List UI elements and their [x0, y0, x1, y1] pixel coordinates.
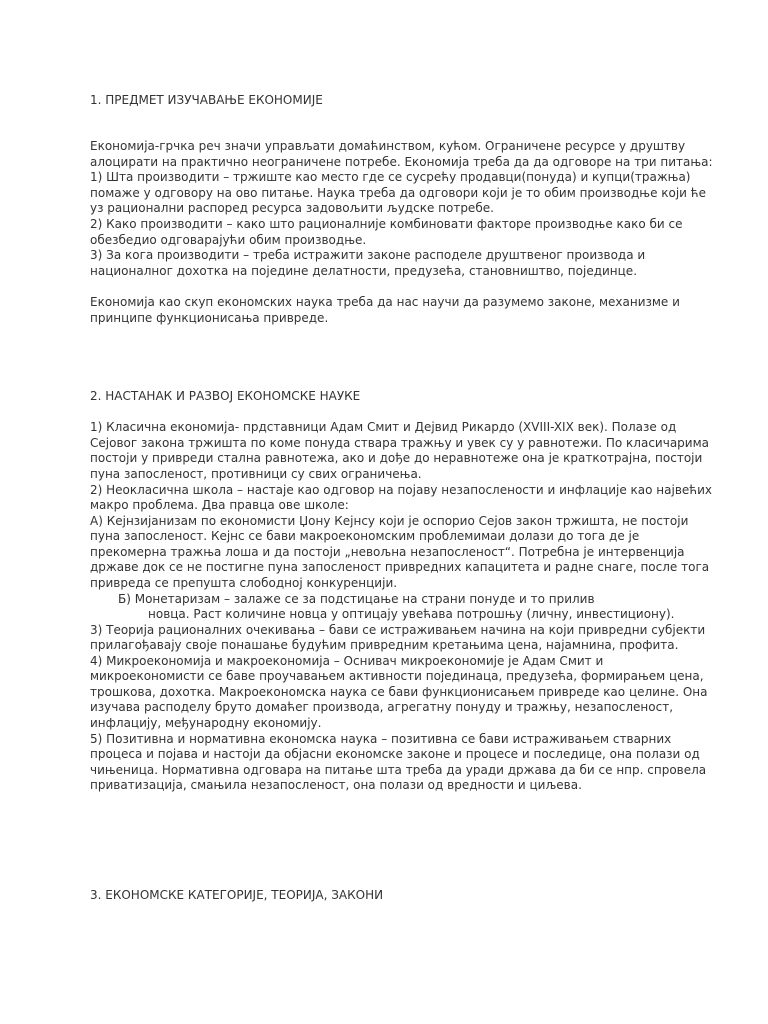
section-2-heading: 2. НАСТАНАК И РАЗВОЈ ЕКОНОМСКЕ НАУКЕ — [90, 389, 361, 403]
section-2-line-23: чињеница. Нормативна одговара на питање шта треба да уради држава да би се нпр. спровела — [90, 763, 707, 777]
section-2-line-8: пуна запосленост. Кејнс се бави макроекономским проблемимаи долази до тога де је — [90, 529, 640, 543]
section-2-line-2: Сејовог закона тржишта по коме понуда ствара тражњу и увек су у равнотежи. По класичарима — [90, 436, 709, 450]
section-2-line-4: пуна запосленост, противници су свих ограничења. — [90, 467, 422, 481]
section-2-line-6: макро проблема. Два правца ове школе: — [90, 498, 349, 512]
section-1-heading: 1. ПРЕДМЕТ ИЗУЧАВАЊЕ ЕКОНОМИЈЕ — [90, 93, 323, 107]
section-2-line-11: привреда се препушта слободној конкуренцији. — [90, 576, 398, 590]
section-2-line-20: инфлацију, међународну економију. — [90, 716, 322, 730]
section-2-line-17: микроекономисти се баве проучавањем активности појединаца, предузећа, формирањем цена, — [90, 669, 704, 683]
section-2-line-14: 3) Теорија рационалних очекивања – бави се истраживањем начина на који привредни субјекти — [90, 623, 706, 637]
section-2-line-22: процеса и појава и настоји да објасни економске законе и процесе и последице, она полази од — [90, 747, 700, 761]
section-1-line-8: 3) За кога производити – треба истражити законе расподеле друштвеног производа и — [90, 248, 646, 262]
section-2-line-18: трошкова, дохотка. Макроекономска наука се бави функционисањем привреде као целине. Она — [90, 685, 708, 699]
section-1-line-6: 2) Како производити – како што рационалније комбиновати факторе производње како би се — [90, 217, 683, 231]
section-1-line-9: националног дохотка на поједине делатности, предузећа, становништво, појединце. — [90, 264, 638, 278]
section-1-line-11: принципе функционисања привреде. — [90, 311, 329, 325]
section-2-line-1: 1) Класична економија- прдставници Адам Смит и Дејвид Рикардо (XVIII-XIX век). Полазе од — [90, 420, 677, 434]
section-2-line-9: прекомерна тражња лоша и да постоји „невољна незапосленост“. Потребна је интервенција — [90, 545, 685, 559]
section-2-line-19: изучава расподелу бруто домаћег производа, агрегатну понуду и тражњу, незапосленост, — [90, 700, 674, 714]
section-2-line-12: Б) Монетаризам – залаже се за подстицање на страни понуде и то прилив — [118, 592, 595, 606]
section-2-line-3: постоји у привреди стална равнотежа, ако и дође до неравнотеже она је краткотрајна, постоји — [90, 451, 703, 465]
section-2-line-21: 5) Позитивна и нормативна економска наука – позитивна се бави истраживањем стварних — [90, 732, 672, 746]
section-1-line-5: уз рационални распоред ресурса задовољити људске потребе. — [90, 201, 494, 215]
section-1-line-7: обезбедио одговарајући обим производње. — [90, 233, 367, 247]
section-1-line-4: помаже у одговору на ово питање. Наука треба да одговори који је то обим производње који ће — [90, 186, 707, 200]
section-1-line-3: 1) Шта производити – тржиште као место где се сусрећу продавци(понуда) и купци(тражња) — [90, 170, 691, 184]
section-2-line-15: прилагођавају своје понашање будућим привредним кретањима цена, најамнина, профита. — [90, 638, 679, 652]
section-2-line-5: 2) Неокласична школа – настаје као одговор на појаву незапослености и инфлације као највећих — [90, 483, 713, 497]
section-1-line-10: Економија као скуп економских наука треба да нас научи да разумемо законе, механизме и — [90, 295, 680, 309]
section-2-line-10: државе док се не постигне пуна запосленост привредних капацитета и радне снаге, после тога — [90, 560, 710, 574]
section-3-heading: 3. ЕКОНОМСКЕ КАТЕГОРИЈЕ, ТЕОРИЈА, ЗАКОНИ — [90, 888, 384, 902]
section-1-line-2: алоцирати на практично неограничене потребе. Економија треба да да одговоре на три питања: — [90, 155, 713, 169]
section-1-line-1: Економија-грчка реч значи управљати домаћинством, кућом. Ограничене ресурсе у друштву — [90, 139, 686, 153]
section-2-line-24: приватизација, смањила незапосленост, она полази од вредности и циљева. — [90, 778, 582, 792]
section-2-line-16: 4) Микроекономија и макроекономија – Оснивач микроекономије је Адам Смит и — [90, 654, 604, 668]
section-2-line-13: новца. Раст количине новца у оптицају увећава потрошњу (личну, инвестициону). — [148, 607, 675, 621]
section-2-line-7: А) Кејнзијанизам по економисти Џону Кејнсу који је оспорио Сејов закон тржишта, не постоји — [90, 514, 689, 528]
